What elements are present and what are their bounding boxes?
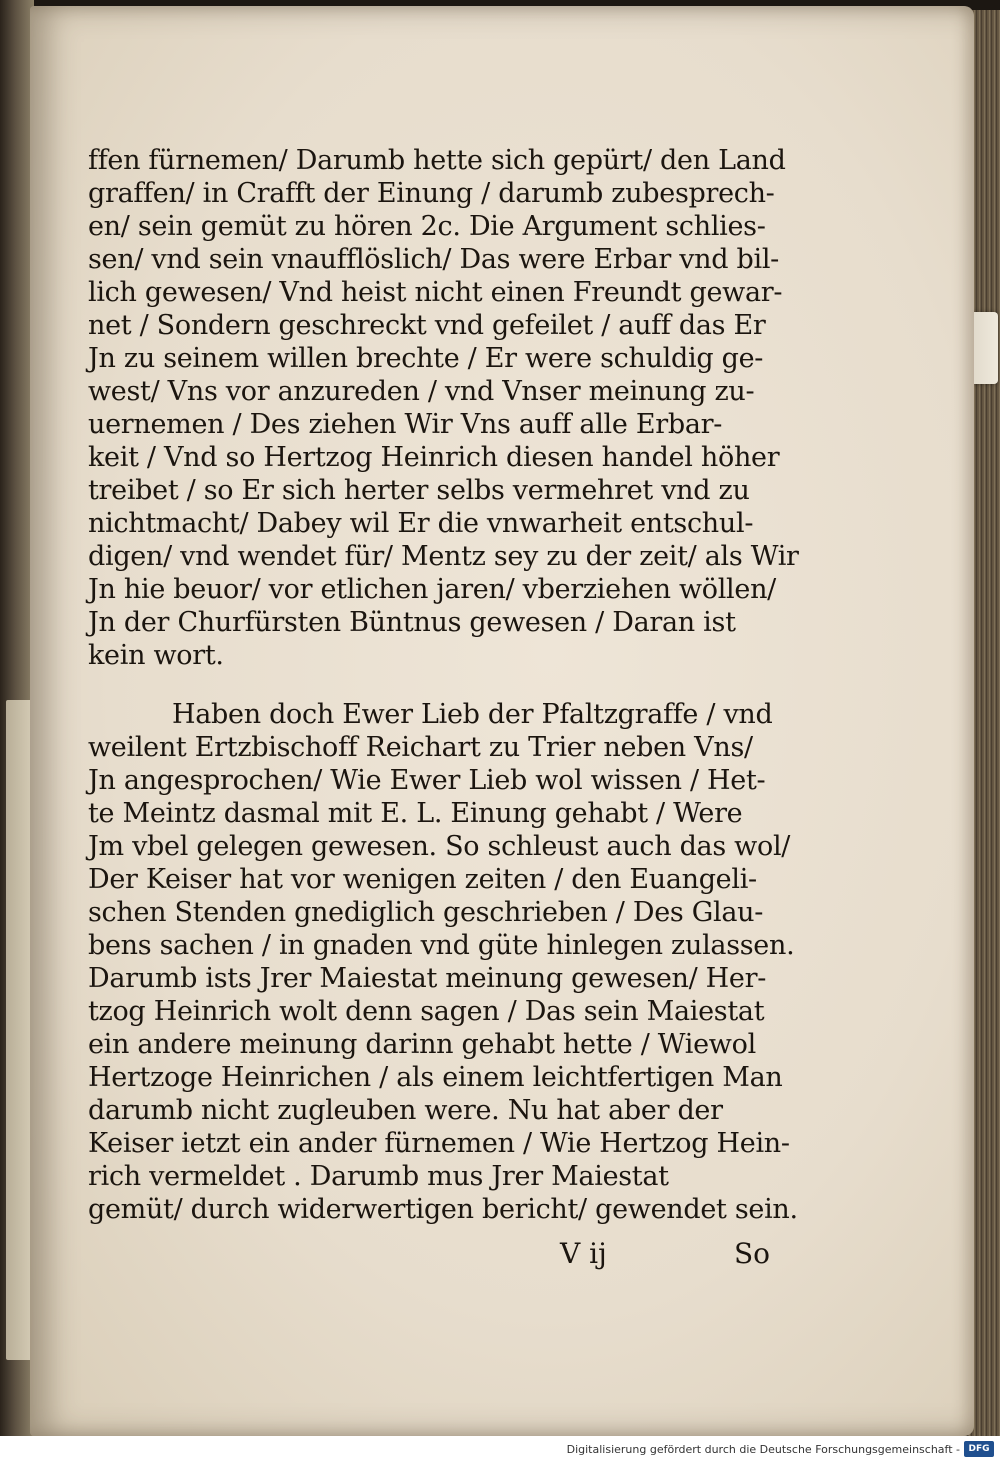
text-line: lich gewesen/ Vnd heist nicht einen Freundt gewar-: [88, 277, 783, 308]
text-line: darumb nicht zugleuben were. Nu hat aber der: [88, 1095, 723, 1126]
text-line: Jn der Churfürsten Büntnus gewesen / Daran ist: [88, 607, 736, 638]
text-line: Jn hie beuor/ vor etlichen jaren/ vberziehen wöllen/: [88, 574, 776, 605]
text-line: treibet / so Er sich herter selbs vermehret vnd zu: [88, 475, 750, 506]
dfg-logo: DFG: [964, 1441, 994, 1457]
text-line: rich vermeldet . Darumb mus Jrer Maiestat: [88, 1161, 669, 1192]
text-line: sen/ vnd sein vnaufflöslich/ Das were Erbar vnd bil-: [88, 244, 779, 275]
text-line: uernemen / Des ziehen Wir Vns auff alle Erbar-: [88, 409, 723, 440]
text-line: net / Sondern geschreckt vnd gefeilet / auff das Er: [88, 310, 766, 341]
paragraph-2: [88, 698, 798, 1226]
text-line: Jn zu seinem willen brechte / Er were schuldig ge-: [88, 343, 764, 374]
catchword: So: [733, 1237, 770, 1270]
text-line: ein andere meinung darinn gehabt hette / Wiewol: [88, 1029, 756, 1060]
text-line: tzog Heinrich wolt denn sagen / Das sein Maiestat: [88, 996, 765, 1027]
text-line: weilent Ertzbischoff Reichart zu Trier neben Vns/: [88, 732, 753, 763]
paragraph-1: [88, 144, 799, 672]
text-line: kein wort.: [88, 640, 224, 671]
text-line: Der Keiser hat vor wenigen zeiten / den Euangeli-: [88, 864, 757, 895]
text-line: ffen fürnemen/ Darumb hette sich gepürt/ den Land: [88, 145, 786, 176]
text-line: Jm vbel gelegen gewesen. So schleust auch das wol/: [88, 831, 791, 862]
signature-mark: V ij: [560, 1237, 607, 1270]
text-line: graffen/ in Crafft der Einung / darumb zubesprech-: [88, 178, 775, 209]
text-line: bens sachen / in gnaden vnd güte hinlegen zulassen.: [88, 930, 795, 961]
text-line: digen/ vnd wendet für/ Mentz sey zu der zeit/ als Wir: [88, 541, 799, 572]
text-line: Jn angesprochen/ Wie Ewer Lieb wol wissen / Het-: [88, 765, 766, 796]
footer-bar: [0, 1436, 1000, 1464]
funding-credit: Digitalisierung gefördert durch die Deutsche Forschungsgemeinschaft -: [566, 1443, 960, 1456]
text-line: Haben doch Ewer Lieb der Pfaltzgraffe / vnd: [172, 699, 773, 730]
text-line: nichtmacht/ Dabey wil Er die vnwarheit entschul-: [88, 508, 754, 539]
text-line: schen Stenden gnediglich geschrieben / Des Glau-: [88, 897, 764, 928]
page-signature-row: [560, 1236, 770, 1272]
text-line: Darumb ists Jrer Maiestat meinung gewesen/ Her-: [88, 963, 767, 994]
text-line: Hertzoge Heinrichen / als einem leichtfertigen Man: [88, 1062, 783, 1093]
text-line: te Meintz dasmal mit E. L. Einung gehabt / Were: [88, 798, 743, 829]
text-line: en/ sein gemüt zu hören 2c. Die Argument schlies-: [88, 211, 766, 242]
text-line: keit / Vnd so Hertzog Heinrich diesen handel höher: [88, 442, 780, 473]
text-line: west/ Vns vor anzureden / vnd Vnser meinung zu-: [88, 376, 755, 407]
text-line: Keiser ietzt ein ander fürnemen / Wie Hertzog Hein-: [88, 1128, 790, 1159]
text-line: gemüt/ durch widerwertigen bericht/ gewendet sein.: [88, 1194, 798, 1225]
